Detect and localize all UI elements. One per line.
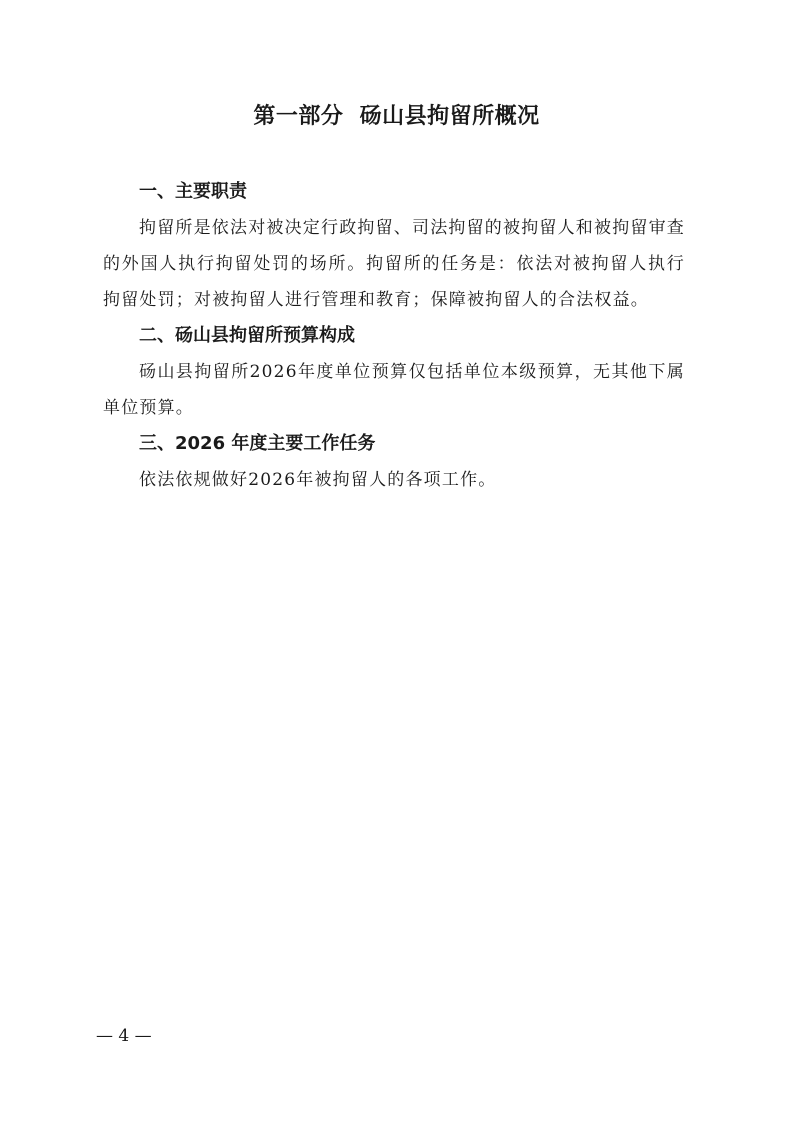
section-budget-composition (103, 318, 685, 426)
section-paragraph: 拘留所是依法对被决定行政拘留、司法拘留的被拘留人和被拘留审查的外国人执行拘留处罚的场所。拘留所的任务是：依法对被拘留人执行拘留处罚；对被拘留人进行管理和教育；保障被拘留人的合法权益。 (103, 218, 685, 310)
section-heading: 三、2026 年度主要工作任务 (139, 433, 376, 454)
section-heading: 二、砀山县拘留所预算构成 (139, 325, 355, 346)
section-main-duties (103, 174, 685, 318)
page-title: 第一部分 砀山县拘留所概况 (253, 104, 540, 129)
page-number: — 4 — (96, 1026, 152, 1046)
section-paragraph: 依法依规做好2026年被拘留人的各项工作。 (139, 470, 497, 490)
section-annual-tasks (103, 426, 685, 498)
section-paragraph: 砀山县拘留所2026年度单位预算仅包括单位本级预算，无其他下属单位预算。 (103, 362, 685, 418)
section-heading: 一、主要职责 (139, 181, 247, 202)
document-body (103, 174, 685, 498)
